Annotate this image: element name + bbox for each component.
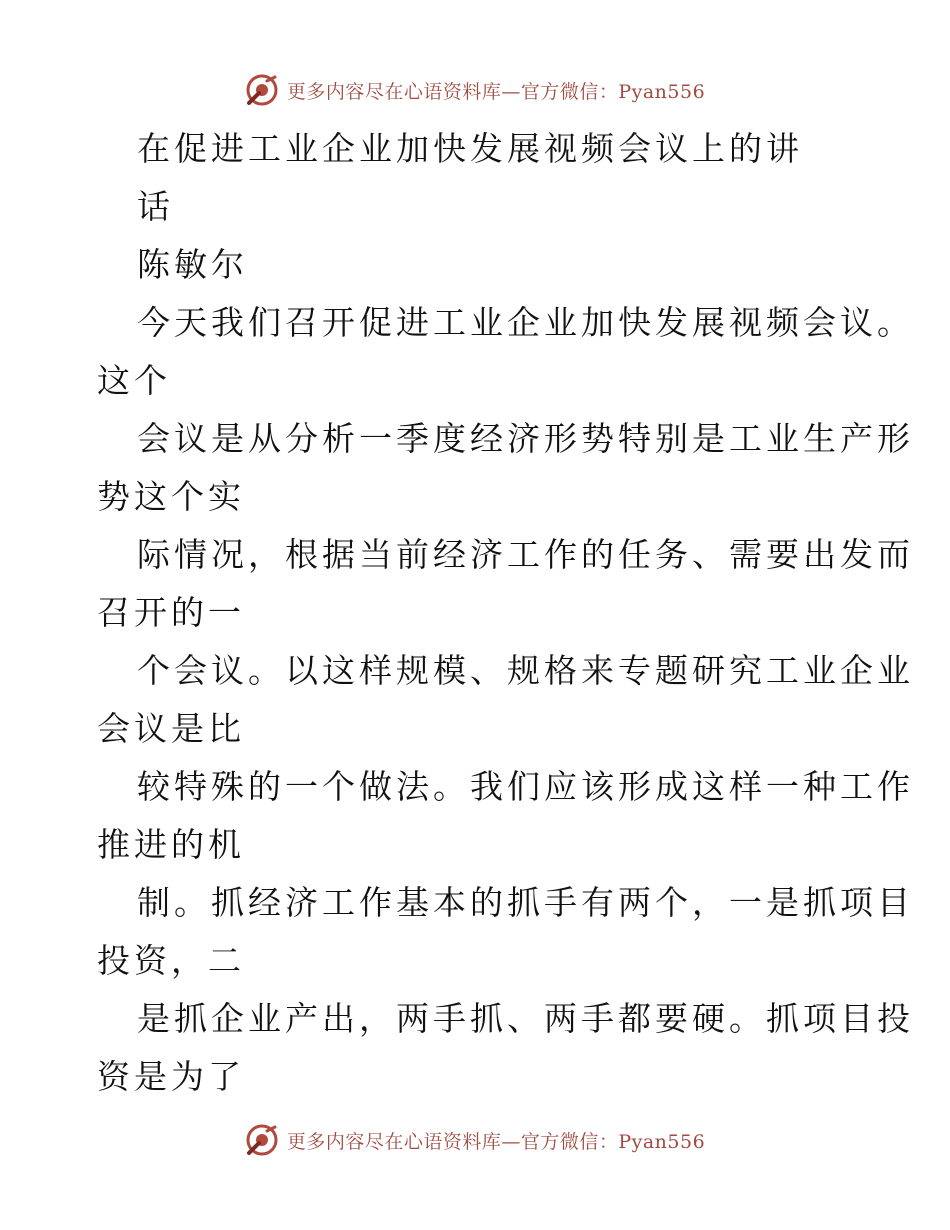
footer-banner <box>0 1120 950 1160</box>
body-line: 今天我们召开促进工业企业加快发展视频会议。 <box>137 303 914 342</box>
body-line: 个会议。以这样规模、规格来专题研究工业企业 <box>137 651 914 690</box>
title-line-1: 在促进工业企业加快发展视频会议上的讲 <box>137 129 803 168</box>
body-line: 推进的机 <box>97 825 245 864</box>
banner-text: 更多内容尽在心语资料库—官方微信：Pyan556 <box>286 80 706 103</box>
pen-logo-icon <box>245 1123 279 1157</box>
body-line: 是抓企业产出，两手抓、两手都要硬。抓项目投 <box>137 999 914 1038</box>
banner-text: 更多内容尽在心语资料库—官方微信：Pyan556 <box>286 1130 706 1153</box>
body-line: 较特殊的一个做法。我们应该形成这样一种工作 <box>137 767 914 806</box>
body-line: 会议是比 <box>97 709 245 748</box>
body-line: 际情况，根据当前经济工作的任务、需要出发而 <box>137 535 914 574</box>
body-line: 势这个实 <box>97 477 245 516</box>
pen-logo-icon <box>245 73 279 107</box>
title-line-2: 话 <box>137 187 174 226</box>
body-line: 资是为了 <box>97 1057 245 1096</box>
body-line: 召开的一 <box>97 593 245 632</box>
body-line: 会议是从分析一季度经济形势特别是工业生产形 <box>137 419 914 458</box>
body-line: 制。抓经济工作基本的抓手有两个，一是抓项目 <box>137 883 914 922</box>
author-line: 陈敏尔 <box>137 245 248 284</box>
header-banner <box>0 70 950 110</box>
body-line: 这个 <box>97 361 171 400</box>
body-line: 投资，二 <box>97 941 245 980</box>
